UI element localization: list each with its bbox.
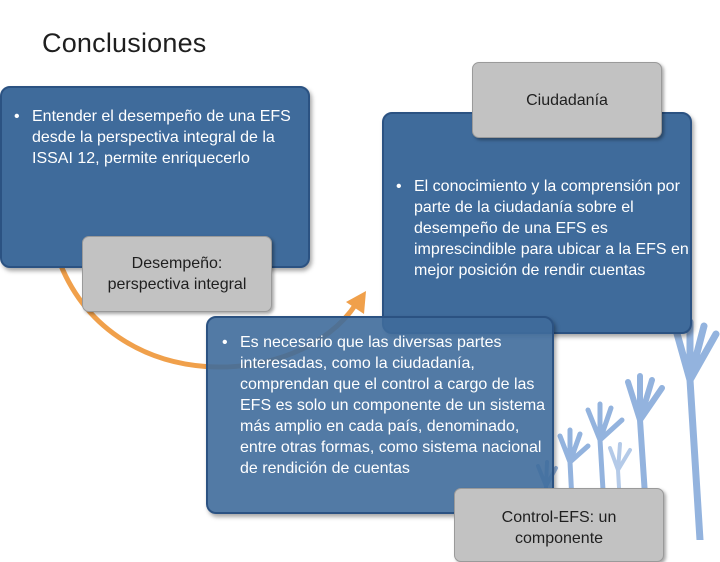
bullet-icon: •: [14, 108, 20, 125]
content-box-center: [206, 316, 554, 514]
bullet-item-center: [222, 332, 554, 479]
label-citizenship: [472, 62, 662, 138]
bullet-item-right: [396, 176, 700, 281]
label-performance: [82, 236, 272, 312]
label-citizenship-text: Ciudadanía: [526, 91, 608, 109]
label-control: [454, 488, 664, 562]
content-box-right: [382, 112, 692, 334]
bullet-text-left: Entender el desempeño de una EFS desde la perspectiva integral de la ISSAI 12, permite enriquecerlo: [32, 108, 291, 167]
page-title: Conclusiones: [42, 28, 207, 58]
label-performance-text: Desempeño: perspectiva integral: [107, 255, 247, 293]
bullet-item-left: [14, 106, 308, 169]
bullet-icon: •: [396, 178, 402, 195]
bullet-text-right: El conocimiento y la comprensión por parte de la ciudadanía sobre el desempeño de una EFS es imprescindible para ubicar a la EFS en mejor posición de rendir cuentas: [414, 178, 689, 279]
bullet-text-center: Es necesario que las diversas partes interesadas, como la ciudadanía, comprendan que el control a cargo de las EFS es solo un componente de un sistema más amplio en cada país, denominado, entre otras formas, como sistema nacional de rendición de cuentas: [240, 334, 546, 477]
bullet-icon: •: [222, 334, 228, 351]
label-control-text: Control-EFS: un componente: [501, 509, 617, 547]
